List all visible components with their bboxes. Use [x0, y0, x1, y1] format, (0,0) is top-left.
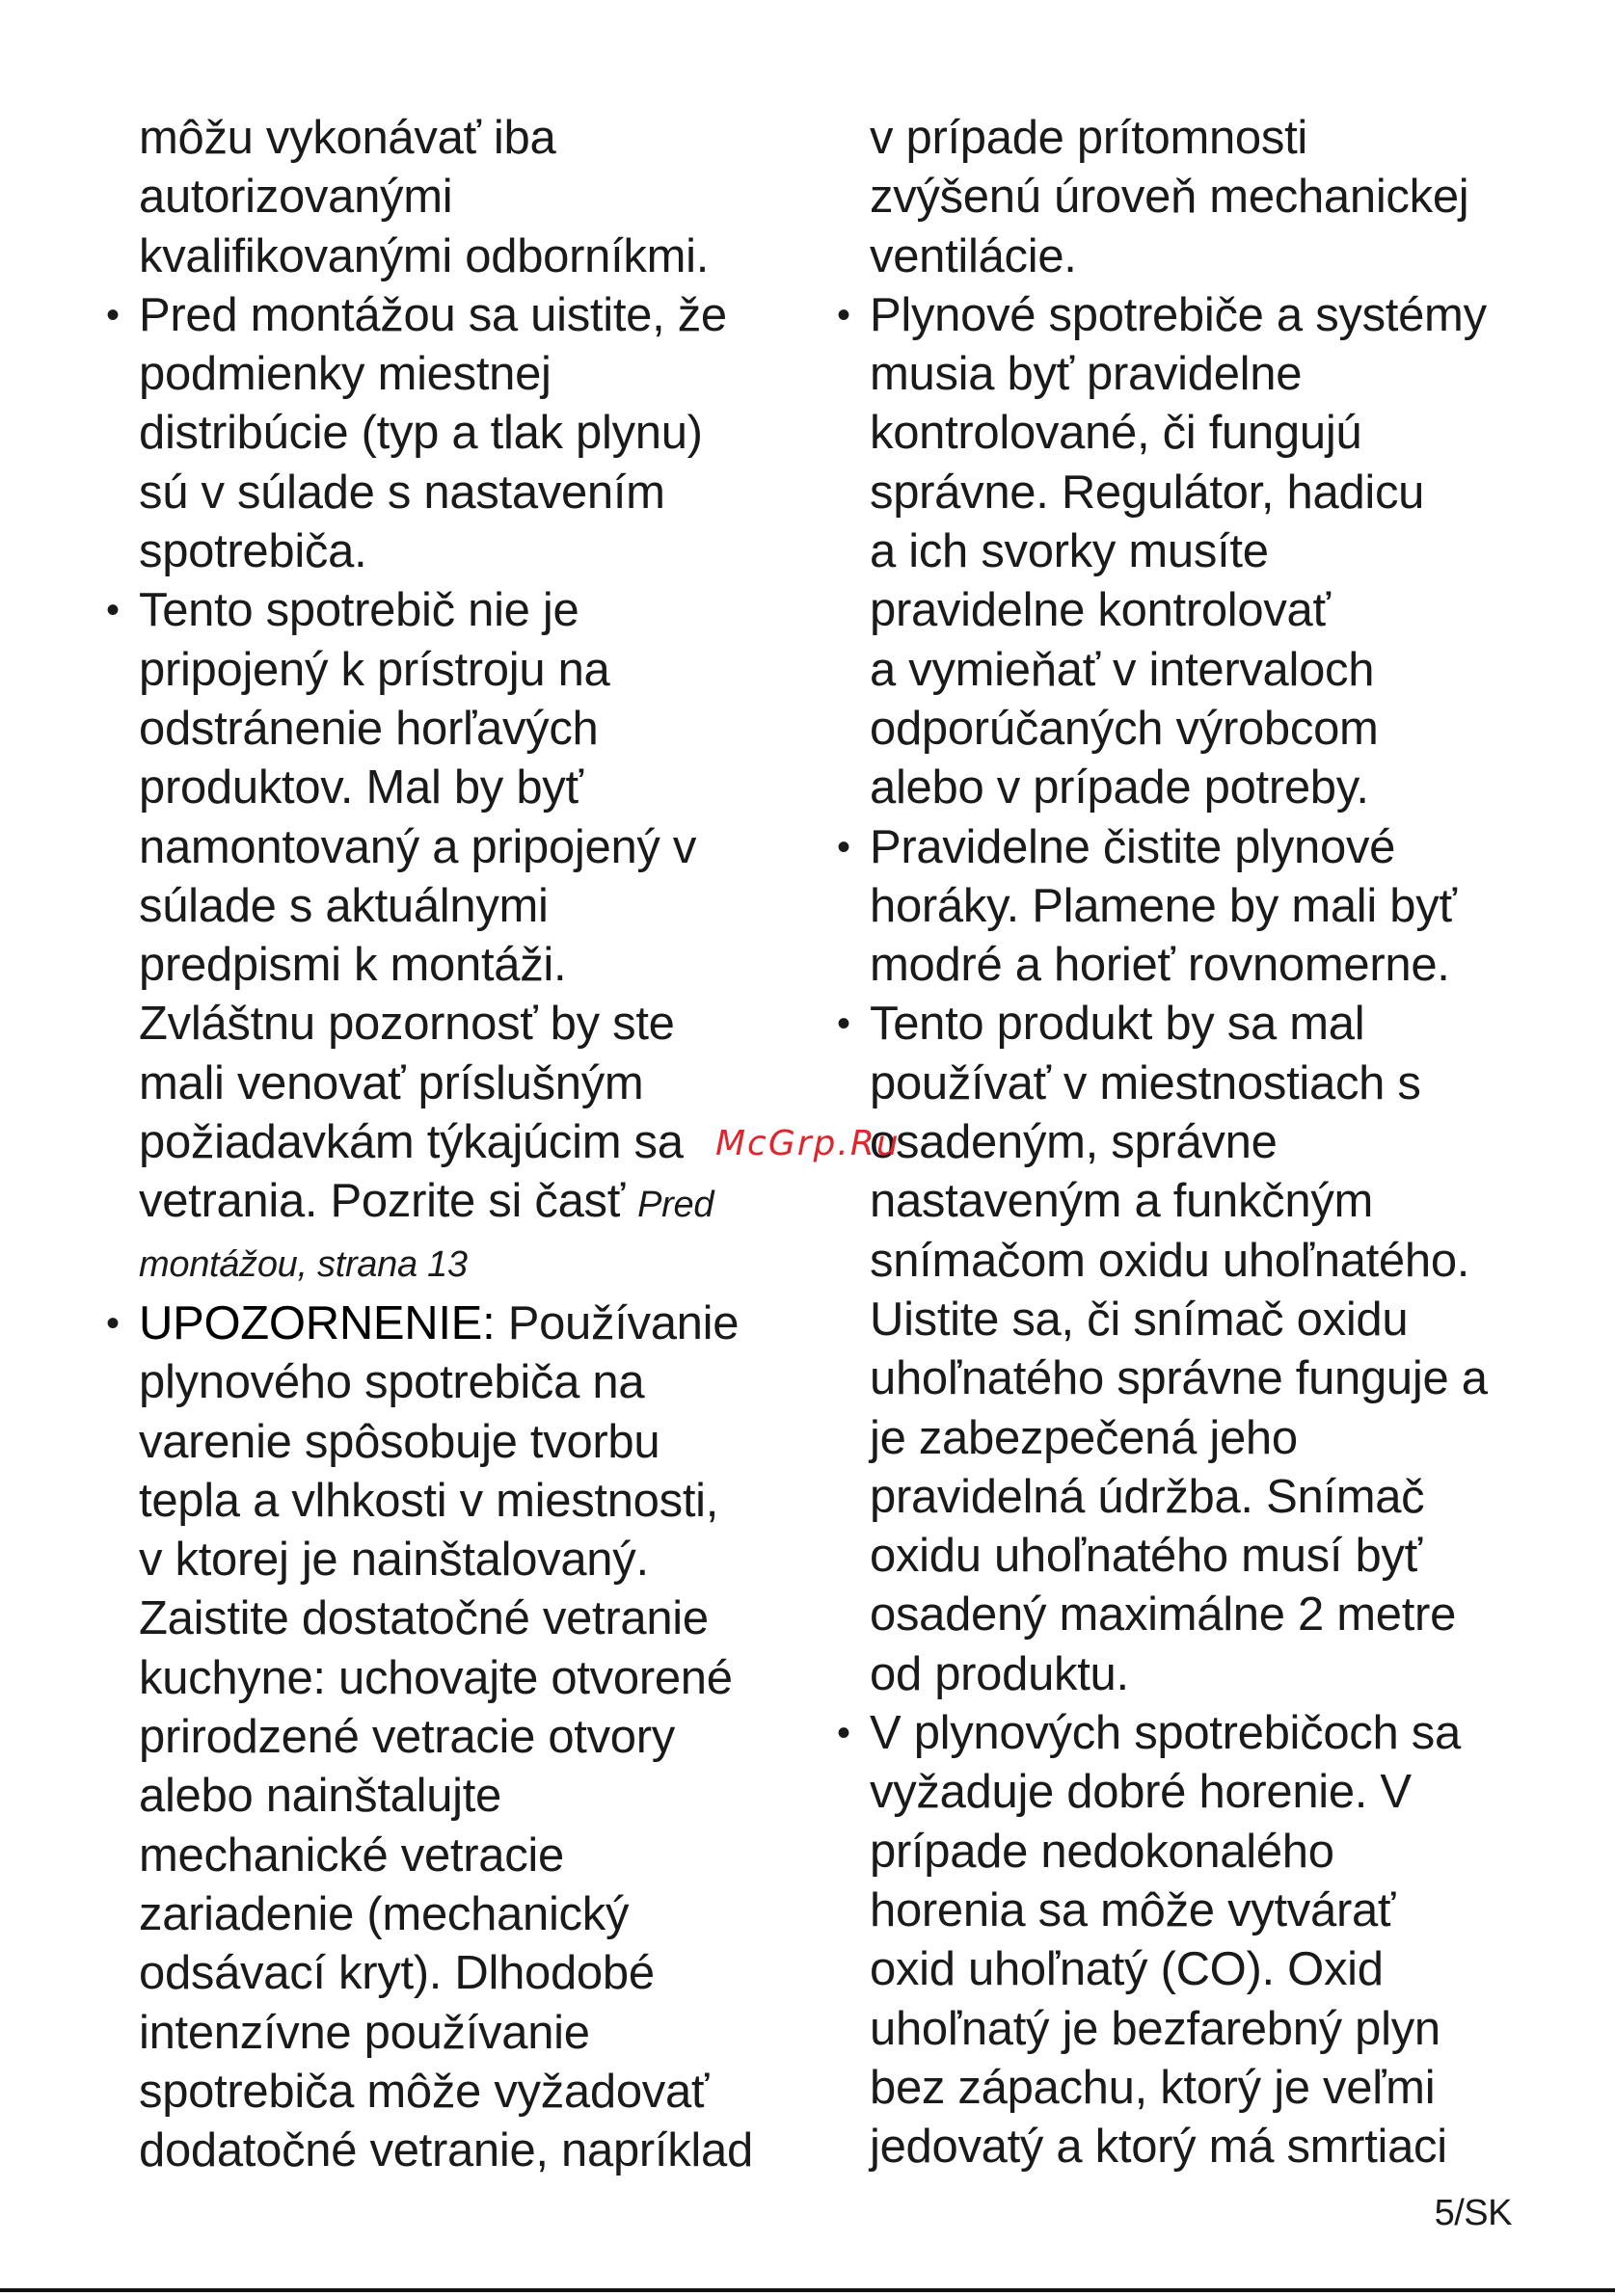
text-line: správne. Regulátor, hadicu [870, 466, 1425, 519]
bullet-item-ventilation-warning [106, 1295, 804, 2180]
text-line: mechanické vetracie [139, 1829, 564, 1882]
text-line: vyžaduje dobré horenie. V [870, 1766, 1412, 1819]
text-line-with-warning [139, 1295, 804, 1353]
text-line: je zabezpečená jeho [870, 1411, 1298, 1464]
text-line: predpismi k montáži. [139, 939, 567, 992]
left-column [106, 109, 804, 2180]
text-line: tepla a vlhkosti v miestnosti, [139, 1474, 719, 1527]
text-line: prirodzené vetracie otvory [139, 1711, 675, 1764]
bullet-item-combustion-co [837, 1704, 1535, 2176]
bullet-icon: • [837, 293, 850, 336]
text-line: spotrebiča môže vyžadovať [139, 2065, 710, 2118]
text-line: Tento produkt by sa mal [870, 998, 1365, 1051]
bullet-item-gas-distribution [106, 286, 804, 581]
text-line: zvýšenú úroveň mechanickej [870, 171, 1469, 224]
text-line: oxid uhoľnatý (CO). Oxid [870, 1943, 1384, 1996]
text-line: súlade s aktuálnymi [139, 879, 549, 932]
text-fragment: Používanie [495, 1296, 740, 1349]
text-line: požiadavkám týkajúcim sa [139, 1116, 684, 1169]
bottom-rule [0, 2288, 1615, 2292]
text-line: v ktorej je nainštalovaný. [139, 1534, 649, 1587]
text-line: odsávací kryt). Dlhodobé [139, 1947, 655, 2000]
text-line: namontovaný a pripojený v [139, 820, 697, 873]
bullet-item-co-detector [837, 995, 1535, 1704]
text-line: Uistite sa, či snímač oxidu [870, 1293, 1409, 1346]
text-line-with-reference [139, 1172, 804, 1235]
text-line: odporúčaných výrobcom [870, 702, 1379, 755]
text-line: bez zápachu, ktorý je veľmi [870, 2061, 1436, 2114]
text-line: snímačom oxidu uhoľnatého. [870, 1234, 1470, 1287]
text-line: osadený maximálne 2 metre [870, 1589, 1457, 1642]
text-line: odstránenie horľavých [139, 702, 599, 755]
text-fragment: vetrania. Pozrite si časť [139, 1175, 638, 1228]
watermark: McGrp.Ru [715, 1124, 901, 1163]
text-line: kontrolované, či fungujú [870, 407, 1362, 460]
text-line: plynového spotrebiča na [139, 1356, 645, 1409]
text-line: a vymieňať v intervaloch [870, 643, 1375, 696]
text-line: sú v súlade s nastavením [139, 466, 665, 519]
text-line: nastaveným a funkčným [870, 1175, 1374, 1228]
text-line: varenie spôsobuje tvorbu [139, 1415, 660, 1468]
page-number: 5/SK [1434, 2193, 1512, 2233]
text-line: spotrebiča. [139, 525, 367, 578]
bullet-icon: • [837, 1712, 850, 1755]
text-line: osadeným, správne [870, 1116, 1278, 1169]
text-line: používať v miestnostiach s [870, 1056, 1421, 1109]
text-line: oxidu uhoľnatého musí byť [870, 1530, 1422, 1583]
text-line: môžu vykonávať iba [139, 112, 556, 164]
text-line: horáky. Plamene by mali byť [870, 879, 1457, 932]
left-intro-paragraph [139, 109, 804, 286]
text-line: dodatočné vetranie, napríklad [139, 2124, 753, 2177]
text-line: autorizovanými [139, 171, 453, 224]
text-line: alebo nainštalujte [139, 1770, 502, 1823]
text-line: Pred montážou sa uistite, že [139, 288, 727, 341]
right-intro-paragraph [870, 109, 1535, 286]
text-line: podmienky miestnej [139, 348, 552, 401]
text-line: produktov. Mal by byť [139, 761, 583, 814]
section-reference: Pred [637, 1185, 714, 1226]
text-line: od produktu. [870, 1647, 1129, 1700]
right-column [837, 109, 1535, 2176]
text-line: jedovatý a ktorý má smrtiaci [870, 2121, 1447, 2174]
section-reference: montážou, strana 13 [139, 1243, 468, 1285]
text-line: v prípade prítomnosti [870, 112, 1307, 164]
text-line: Pravidelne čistite plynové [870, 820, 1396, 873]
text-line: kvalifikovanými odborníkmi. [139, 229, 710, 282]
text-line: pravidelne kontrolovať [870, 584, 1331, 637]
text-line: modré a horieť rovnomerne. [870, 939, 1450, 992]
text-line: pravidelná údržba. Snímač [870, 1470, 1425, 1523]
text-line: uhoľnatého správne funguje a [870, 1352, 1488, 1405]
warning-label: UPOZORNENIE: [139, 1296, 496, 1349]
bullet-item-clean-burners [837, 818, 1535, 996]
text-line: zariadenie (mechanický [139, 1887, 630, 1940]
bullet-item-combustion-products [106, 581, 804, 1295]
bullet-icon: • [837, 1002, 850, 1046]
text-line: uhoľnatý je bezfarebný plyn [870, 2002, 1440, 2055]
bullet-icon: • [106, 1301, 120, 1345]
text-line: Plynové spotrebiče a systémy [870, 288, 1487, 341]
text-line: Zvláštnu pozornosť by ste [139, 998, 675, 1051]
bullet-icon: • [106, 589, 120, 632]
text-line: distribúcie (typ a tlak plynu) [139, 407, 703, 460]
text-line: mali venovať príslušným [139, 1056, 644, 1109]
text-line: Zaistite dostatočné vetranie [139, 1592, 709, 1645]
bullet-item-regular-inspection [837, 286, 1535, 818]
bullet-icon: • [106, 293, 120, 336]
text-line: Tento spotrebič nie je [139, 584, 579, 637]
text-line: a ich svorky musíte [870, 525, 1269, 578]
text-line: V plynových spotrebičoch sa [870, 1707, 1461, 1760]
text-line: intenzívne používanie [139, 2006, 590, 2059]
bullet-icon: • [837, 825, 850, 868]
text-line: alebo v prípade potreby. [870, 761, 1369, 814]
text-line: musia byť pravidelne [870, 348, 1303, 401]
text-line: pripojený k prístroju na [139, 643, 610, 696]
text-line: horenia sa môže vytvárať [870, 1883, 1395, 1936]
text-line: ventilácie. [870, 229, 1077, 282]
text-line: kuchyne: uchovajte otvorené [139, 1651, 733, 1704]
text-line: prípade nedokonalého [870, 1825, 1334, 1878]
